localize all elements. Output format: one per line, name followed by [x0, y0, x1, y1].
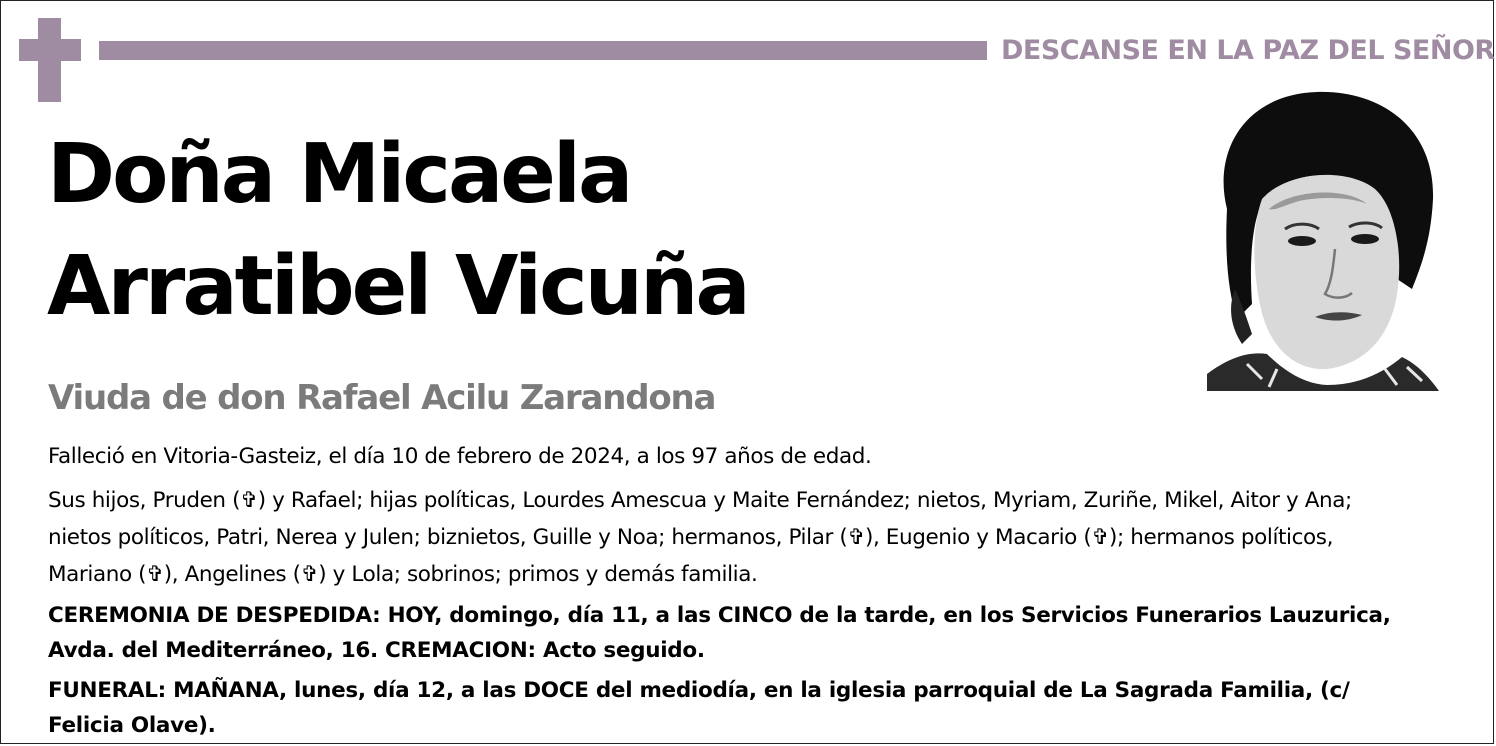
funeral-paragraph: [48, 673, 1448, 743]
family-line: Mariano (✞), Angelines (✞) y Lola; sobrinos; primos y demás familia.: [48, 562, 758, 587]
death-line: Falleció en Vitoria-Gasteiz, el día 10 de febrero de 2024, a los 97 años de edad.: [48, 444, 872, 469]
ceremony-paragraph: [48, 598, 1448, 668]
family-paragraph: [48, 482, 1448, 593]
family-line: Sus hijos, Pruden (✞) y Rafael; hijas políticas, Lourdes Amescua y Maite Fernández; nietos, Myriam, Zuriñe, Mikel, Aitor y Ana;: [48, 488, 1352, 513]
subtitle: Viuda de don Rafael Acilu Zarandona: [48, 378, 716, 418]
funeral-line: Felicia Olave).: [48, 713, 216, 738]
funeral-line: FUNERAL: MAÑANA, lunes, día 12, a las DOCE del mediodía, en la iglesia parroquial de La Sagrada Familia, (c/: [48, 678, 1350, 703]
deceased-name: [47, 119, 1147, 343]
name-line-1: Doña Micaela: [47, 127, 631, 222]
portrait-photo: [1207, 89, 1439, 391]
ceremony-line: CEREMONIA DE DESPEDIDA: HOY, domingo, día 11, a las CINCO de la tarde, en los Servicios Funerarios Lauzurica,: [48, 603, 1391, 628]
header-rule: [99, 41, 987, 60]
family-line: nietos políticos, Patri, Nerea y Julen; biznietos, Guille y Noa; hermanos, Pilar (✞), Eugenio y Macario (✞); hermanos políticos,: [48, 525, 1334, 550]
name-line-2: Arratibel Vicuña: [47, 239, 748, 334]
ceremony-line: Avda. del Mediterráneo, 16. CREMACION: Acto seguido.: [48, 638, 705, 663]
header-tagline: DESCANSE EN LA PAZ DEL SEÑOR: [1001, 35, 1495, 66]
